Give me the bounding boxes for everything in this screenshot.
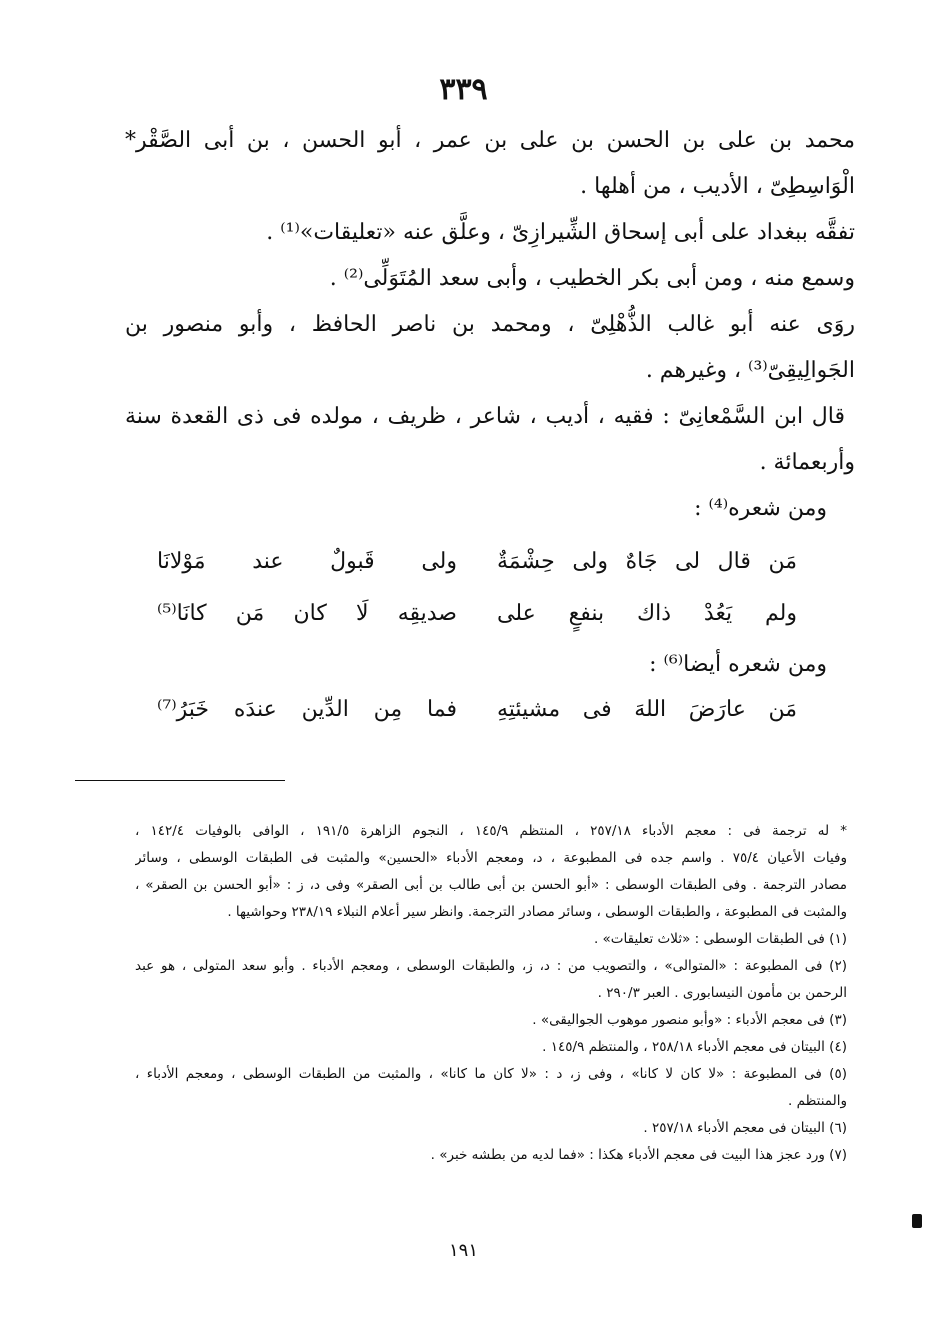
- footnote-line: (٧) ورد عجز هذا البيت فى معجم الأدباء هكذا : «فما لديه من بطشه خبر» .: [430, 1147, 847, 1163]
- poem-1: [157, 536, 797, 640]
- poem-intro-1: ومن شعره⁽⁴⁾ :: [694, 496, 827, 521]
- verse-3-second-hemistich: فما مِن الدِّين عندَه خَبَرُ⁽⁷⁾: [157, 697, 457, 722]
- footnote-line: الرحمن بن مأمون النيسابورى . العبر ٢٩٠/٣ .: [597, 985, 847, 1001]
- body-line-2: الْوَاسِطِىّ ، الأديب ، من أهلها .: [580, 174, 855, 199]
- body-line-8: وأربعمائة .: [759, 450, 855, 475]
- poem-intro-2: ومن شعره أيضا⁽⁶⁾ :: [649, 652, 827, 677]
- body-line-7: قال ابن السَّمْعانِىّ : فقيه ، أديب ، شاعر ، ظريف ، مولده فى ذى القعدة سنة: [125, 404, 845, 429]
- footnote-line: * له ترجمة فى : معجم الأدباء ٢٥٧/١٨ ، المنتظم ١٤٥/٩ ، النجوم الزاهرة ١٩١/٥ ، الوافى بالوفيات ١٤٢/٤ ،: [135, 823, 847, 839]
- footnote-divider: [75, 780, 285, 781]
- verse-3-first-hemistich: مَن عارَضَ اللهَ فى مشيئتِهِ: [497, 697, 797, 722]
- verse-1-first-hemistich: مَن قال لى جَاهٌ ولى حِشْمَةٌ: [497, 549, 797, 574]
- footnote-line: والمنتظم .: [788, 1093, 847, 1109]
- footnote-line: (١) فى الطبقات الوسطى : «ثلاث تعليقات» .: [593, 931, 847, 947]
- footnote-line: (٥) فى المطبوعة : «لا كان لا كانا» ، وفى ز، د : «لا كان ما كانا» ، والمثبت من الطبقات الوسطى ، ومعجم الأدباء ،: [135, 1066, 847, 1082]
- poem-2: [157, 684, 797, 736]
- scan-edge-mark: [912, 1214, 922, 1228]
- footnote-line: وفيات الأعيان ٧٥/٤ . واسم جده فى المطبوعة ، د، ومعجم الأدباء «الحسين» والمثبت فى الطبقات الوسطى ، وسائر: [135, 850, 847, 866]
- body-line-6: الجَوالِيقِىّ⁽³⁾ ، وغيرهم .: [645, 358, 855, 383]
- page-number-bottom: ١٩١: [448, 1240, 478, 1261]
- verse-2-first-hemistich: ولم يَعُدْ ذاك بنفعٍ على: [497, 601, 797, 626]
- footnote-line: والمثبت فى المطبوعة ، والطبقات الوسطى ، وسائر مصادر الترجمة. وانظر سير أعلام النبلاء ٢٣٨/١٩ وحواشيها .: [227, 904, 847, 920]
- footnote-line: (٦) البيتان فى معجم الأدباء ٢٥٧/١٨ .: [643, 1120, 847, 1136]
- verse-2: [157, 588, 797, 640]
- body-line-3: تفقَّه ببغداد على أبى إسحاق الشِّيرازِىّ ، وعلَّق عنه «تعليقات»⁽¹⁾ .: [266, 220, 855, 245]
- verse-1: [157, 536, 797, 588]
- footnote-line: (٢) فى المطبوعة : «المتوالى» ، والتصويب من : د، ز، والطبقات الوسطى ، ومعجم الأدباء . وأبو سعد المتولى ، هو عبد: [135, 958, 847, 974]
- footnote-line: (٤) البيتان فى معجم الأدباء ٢٥٨/١٨ ، والمنتظم ١٤٥/٩ .: [542, 1039, 847, 1055]
- verse-2-second-hemistich: صديقِه لَا كان مَن كانَا⁽⁵⁾: [157, 601, 457, 626]
- verse-1-second-hemistich: ولى قَبولٌ عند مَوْلانَا: [157, 549, 457, 574]
- page-number-top: ٣٣٩: [439, 72, 488, 107]
- body-line-5: روَى عنه أبو غالب الذُّهْلِىّ ، ومحمد بن ناصر الحافظ ، وأبو منصور بن: [125, 312, 855, 337]
- body-line-1: محمد بن على بن الحسن بن على بن عمر ، أبو الحسن ، بن أبى الصَّقْر*: [125, 128, 855, 153]
- main-text: [125, 118, 855, 532]
- footnotes: [135, 818, 847, 1169]
- verse-3: [157, 684, 797, 736]
- footnote-line: مصادر الترجمة . وفى الطبقات الوسطى : «أبو الحسن بن أبى طالب بن أبى الصقر» وفى د، ز : «أبو الحسن بن الصقر» ،: [135, 877, 847, 893]
- footnote-line: (٣) فى معجم الأدباء : «وأبو منصور موهوب الجواليقى» .: [532, 1012, 847, 1028]
- body-line-4: وسمع منه ، ومن أبى بكر الخطيب ، وأبى سعد المُتَوَلِّى⁽²⁾ .: [329, 266, 855, 291]
